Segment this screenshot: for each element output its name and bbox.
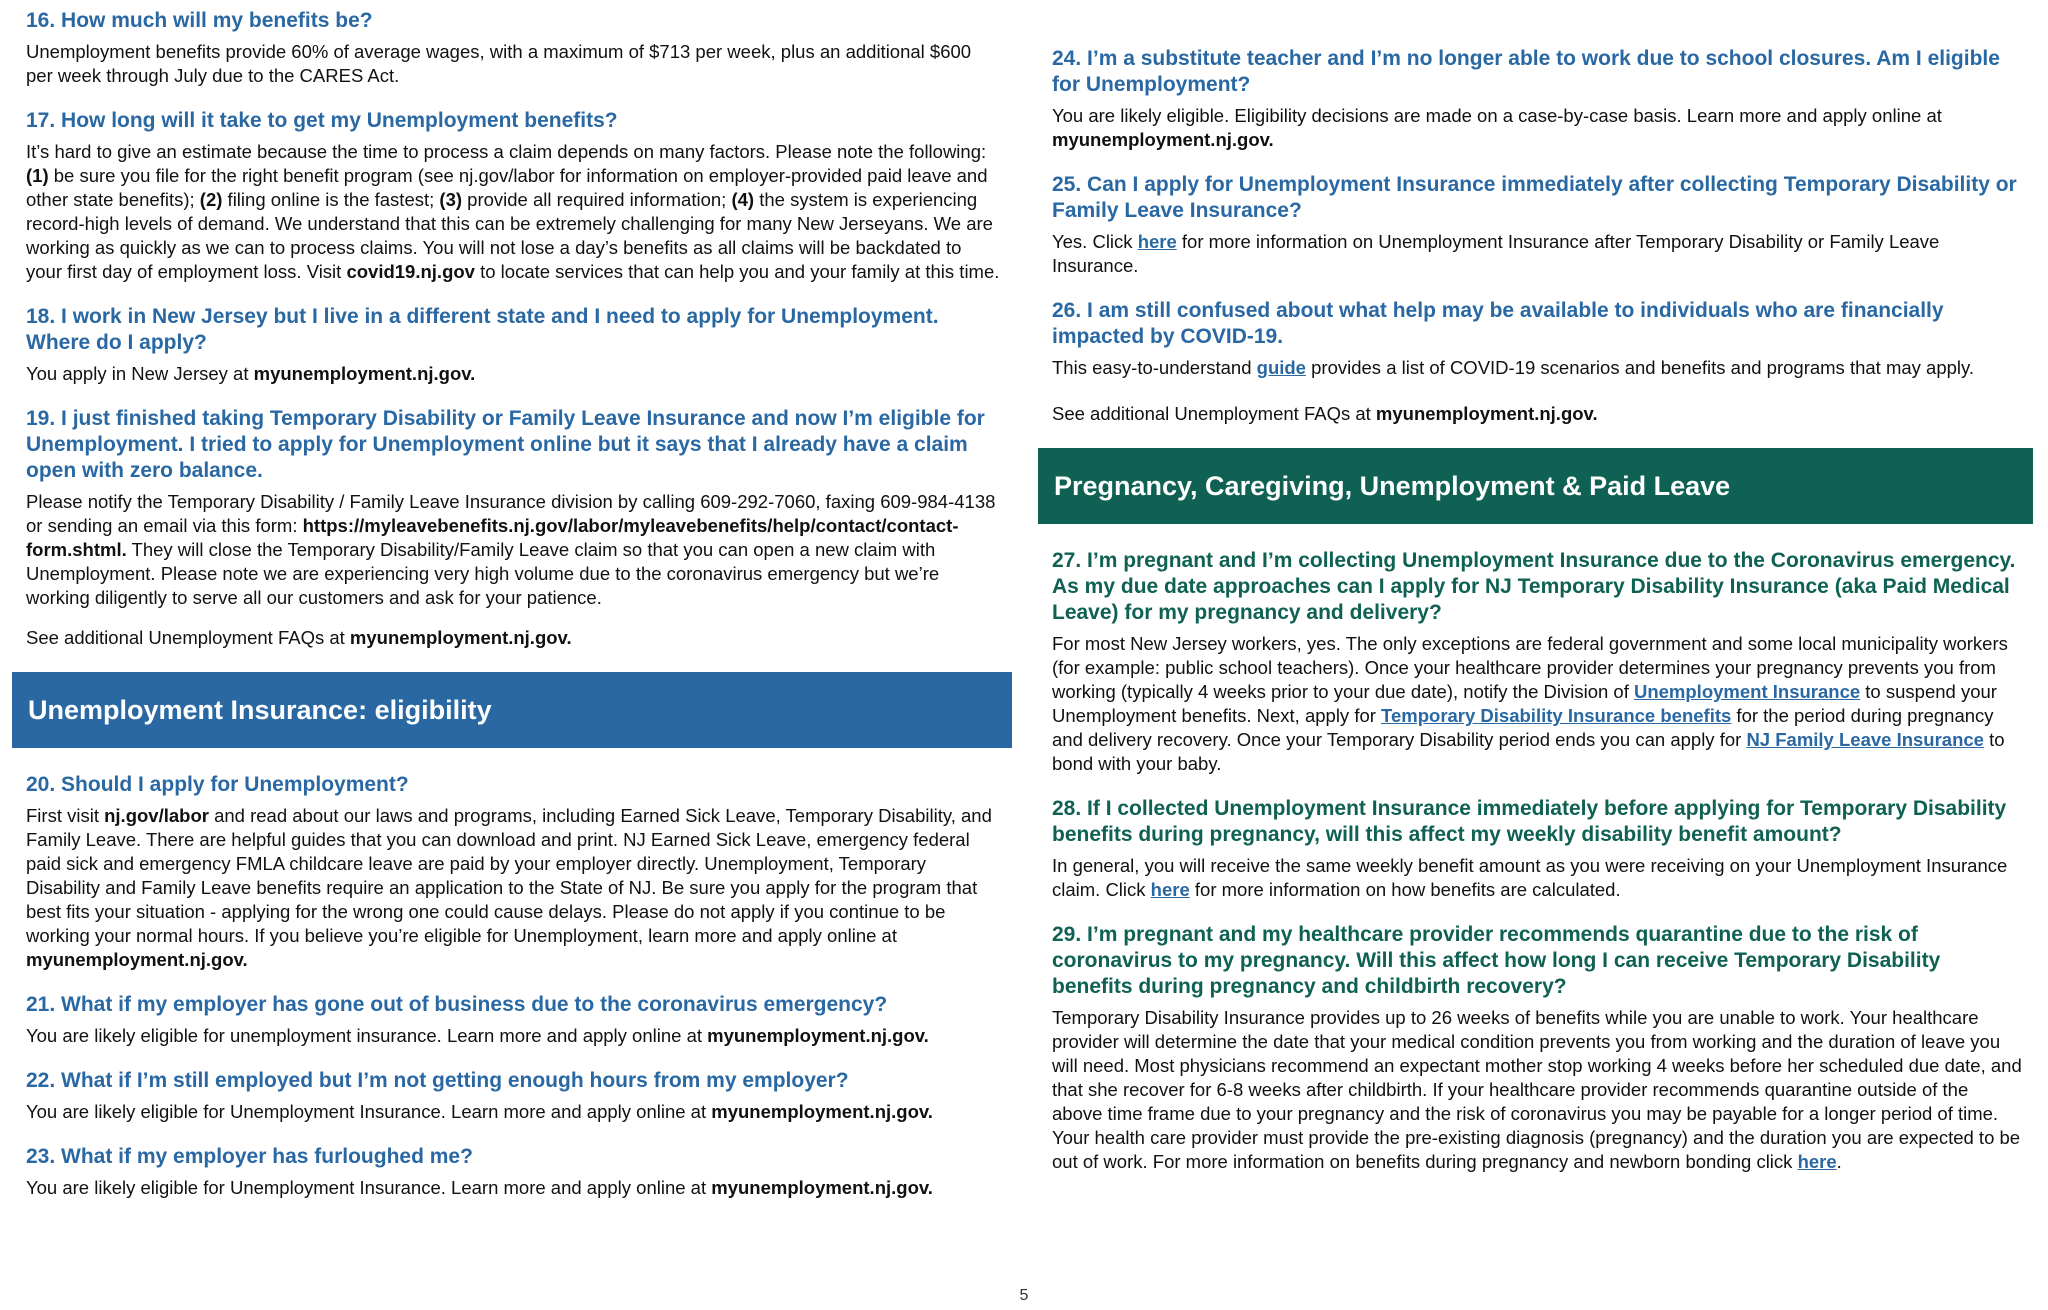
- section-banner-eligibility: Unemployment Insurance: eligibility: [12, 672, 1012, 748]
- faq-25-answer: Yes. Click here for more information on Unemployment Insurance after Temporary Disability or Family Leave Insurance.: [1052, 231, 1940, 276]
- faq-17-answer: It’s hard to give an estimate because the time to process a claim depends on many factors. Please note the following: (1) be sure you file for the right benefit program (see nj.gov/labor for information on employer-provided paid leave and other state benefits); (2) filing online is the fastest; (3) provide all required information; (4) the system is experiencing record-high levels of demand. We understand that this can be extremely challenging for many New Jerseyans. We are working as quickly as we can to process claims. You will not lose a day’s benefits as all claims will be backdated to your first day of employment loss. Visit covid19.nj.gov to locate services that can help you and your family at this time.: [26, 141, 1000, 282]
- faq-16-question: 16. How much will my benefits be?: [26, 9, 373, 32]
- faq-26-question: 26. I am still confused about what help may be available to individuals who are financially impacted by COVID-19.: [1052, 299, 1944, 348]
- faq-21-answer: You are likely eligible for unemployment insurance. Learn more and apply online at myunemployment.nj.gov.: [26, 1025, 929, 1046]
- faq-27-answer: For most New Jersey workers, yes. The only exceptions are federal government and some local municipality workers (for example: public school teachers). Once your healthcare provider determines your pregnancy prevents you from working (typically 4 weeks prior to your due date), notify the Division of Unemployment Insurance to suspend your Unemployment benefits. Next, apply for Temporary Disability Insurance benefits for the period during pregnancy and delivery recovery. Once your Temporary Disability period ends you can apply for NJ Family Leave Insurance to bond with your baby.: [1052, 633, 2008, 774]
- faq-24-answer: You are likely eligible. Eligibility decisions are made on a case-by-case basis. Learn more and apply online at myunemployment.nj.gov.: [1052, 105, 1942, 150]
- faq-28-answer: In general, you will receive the same weekly benefit amount as you were receiving on your Unemployment Insurance claim. Click here for more information on how benefits are calculated.: [1052, 855, 2008, 900]
- faq-29-question: 29. I’m pregnant and my healthcare provider recommends quarantine due to the risk of coronavirus to my pregnancy. Will this affect how long I can receive Temporary Disability benefits during pregnancy and childbirth recovery?: [1052, 923, 1941, 998]
- guide-link[interactable]: guide: [1256, 357, 1306, 378]
- faq-26-answer: This easy-to-understand guide provides a list of COVID-19 scenarios and benefits and programs that may apply.: [1052, 357, 1975, 378]
- faq-22-answer: You are likely eligible for Unemployment Insurance. Learn more and apply online at myunemployment.nj.gov.: [26, 1101, 933, 1122]
- here-link[interactable]: here: [1797, 1151, 1837, 1172]
- myunemployment-link[interactable]: myunemployment.nj.gov.: [1375, 403, 1598, 424]
- myunemployment-link[interactable]: myunemployment.nj.gov.: [707, 1025, 929, 1046]
- myunemployment-link[interactable]: myunemployment.nj.gov.: [711, 1101, 933, 1122]
- faq-24-question: 24. I’m a substitute teacher and I’m no longer able to work due to school closures. Am I eligible for Unemployment?: [1052, 47, 2000, 96]
- faq-23-answer: You are likely eligible for Unemployment Insurance. Learn more and apply online at myunemployment.nj.gov.: [26, 1177, 933, 1198]
- myunemployment-link[interactable]: myunemployment.nj.gov.: [26, 949, 248, 970]
- faq-27-question: 27. I’m pregnant and I’m collecting Unemployment Insurance due to the Coronavirus emergency. As my due date approaches can I apply for NJ Temporary Disability Insurance (aka Paid Medical Leave) for my pregnancy and delivery?: [1052, 549, 2016, 624]
- contact-form-link[interactable]: https://myleavebenefits.nj.gov/labor/myleavebenefits/help/contact/contact-form.shtml.: [26, 515, 959, 560]
- faq-17-question: 17. How long will it take to get my Unemployment benefits?: [26, 109, 618, 132]
- faq-21-question: 21. What if my employer has gone out of business due to the coronavirus emergency?: [26, 993, 888, 1016]
- faq-20-answer: First visit nj.gov/labor and read about our laws and programs, including Earned Sick Leave, Temporary Disability, and Family Leave. There are helpful guides that you can download and print. NJ Earned Sick Leave, emergency federal paid sick and emergency FMLA childcare leave are paid by your employer directly. Unemployment, Temporary Disability and Family Leave benefits require an application to the State of NJ. Be sure you apply for the program that best fits your situation - applying for the wrong one could cause delays. Please do not apply if you continue to be working your normal hours. If you believe you’re eligible for Unemployment, learn more and apply online at myunemployment.nj.gov.: [26, 805, 992, 970]
- faq-29-answer: Temporary Disability Insurance provides up to 26 weeks of benefits while you are unable to work. Your healthcare provider will determine the date that your medical condition prevents you from working and the duration of leave you will need. Most physicians recommend an expectant mother stop working 4 weeks before her scheduled due date, and that she recover for 6-8 weeks after childbirth. If your healthcare provider recommends quarantine outside of the above time frame due to your pregnancy and the risk of coronavirus you may be payable for a longer period of time. Your health care provider must provide the pre-existing diagnosis (pregnancy) and the duration you are expected to be out of work. For more information on benefits during pregnancy and newborn bonding click here.: [1052, 1007, 2022, 1172]
- faq-23-question: 23. What if my employer has furloughed me?: [26, 1145, 473, 1168]
- additional-faqs-note: See additional Unemployment FAQs at myunemployment.nj.gov.: [1052, 403, 1598, 424]
- family-leave-link[interactable]: NJ Family Leave Insurance: [1746, 729, 1984, 750]
- faq-28-question: 28. If I collected Unemployment Insurance immediately before applying for Temporary Disability benefits during pregnancy, will this affect my weekly disability benefit amount?: [1052, 797, 2007, 846]
- right-column: [1038, 0, 2033, 1194]
- myunemployment-link[interactable]: myunemployment.nj.gov.: [1052, 129, 1274, 150]
- left-column: [12, 0, 1012, 1220]
- faq-25-question: 25. Can I apply for Unemployment Insurance immediately after collecting Temporary Disability or Family Leave Insurance?: [1052, 173, 2017, 222]
- faq-16-answer: Unemployment benefits provide 60% of average wages, with a maximum of $713 per week, plus an additional $600 per week through July due to the CARES Act.: [26, 41, 972, 86]
- faq-19-answer: Please notify the Temporary Disability / Family Leave Insurance division by calling 609-292-7060, faxing 609-984-4138 or sending an email via this form: https://myleavebenefits.nj.gov/labor/myleavebenefits/help/contact/contact-form.shtml. They will close the Temporary Disability/Family Leave claim so that you can open a new claim with Unemployment. Please note we are experiencing very high volume due to the coronavirus emergency but we’re working diligently to serve all our customers and ask for your patience.: [26, 491, 996, 608]
- faq-20-question: 20. Should I apply for Unemployment?: [26, 773, 409, 796]
- here-link[interactable]: here: [1150, 879, 1190, 900]
- temporary-disability-link[interactable]: Temporary Disability Insurance benefits: [1381, 705, 1732, 726]
- faq-19-question: 19. I just finished taking Temporary Disability or Family Leave Insurance and now I’m eligible for Unemployment. I tried to apply for Unemployment online but it says that I already have a claim open with zero balance.: [26, 407, 985, 482]
- covid19-link[interactable]: covid19.nj.gov: [346, 261, 475, 282]
- myunemployment-link[interactable]: myunemployment.nj.gov.: [349, 627, 572, 648]
- section-banner-pregnancy: Pregnancy, Caregiving, Unemployment & Paid Leave: [1038, 448, 2033, 524]
- faq-22-question: 22. What if I’m still employed but I’m not getting enough hours from my employer?: [26, 1069, 849, 1092]
- nj-labor-link[interactable]: nj.gov/labor: [104, 805, 209, 826]
- here-link[interactable]: here: [1137, 231, 1177, 252]
- myunemployment-link[interactable]: myunemployment.nj.gov.: [711, 1177, 933, 1198]
- faq-18-answer: You apply in New Jersey at myunemployment.nj.gov.: [26, 363, 476, 384]
- page-number: 5: [1019, 1287, 1029, 1304]
- unemployment-insurance-link[interactable]: Unemployment Insurance: [1633, 681, 1861, 702]
- faq-18-question: 18. I work in New Jersey but I live in a different state and I need to apply for Unemployment. Where do I apply?: [26, 305, 939, 354]
- additional-faqs-note: See additional Unemployment FAQs at myunemployment.nj.gov.: [26, 627, 572, 648]
- myunemployment-link[interactable]: myunemployment.nj.gov.: [253, 363, 476, 384]
